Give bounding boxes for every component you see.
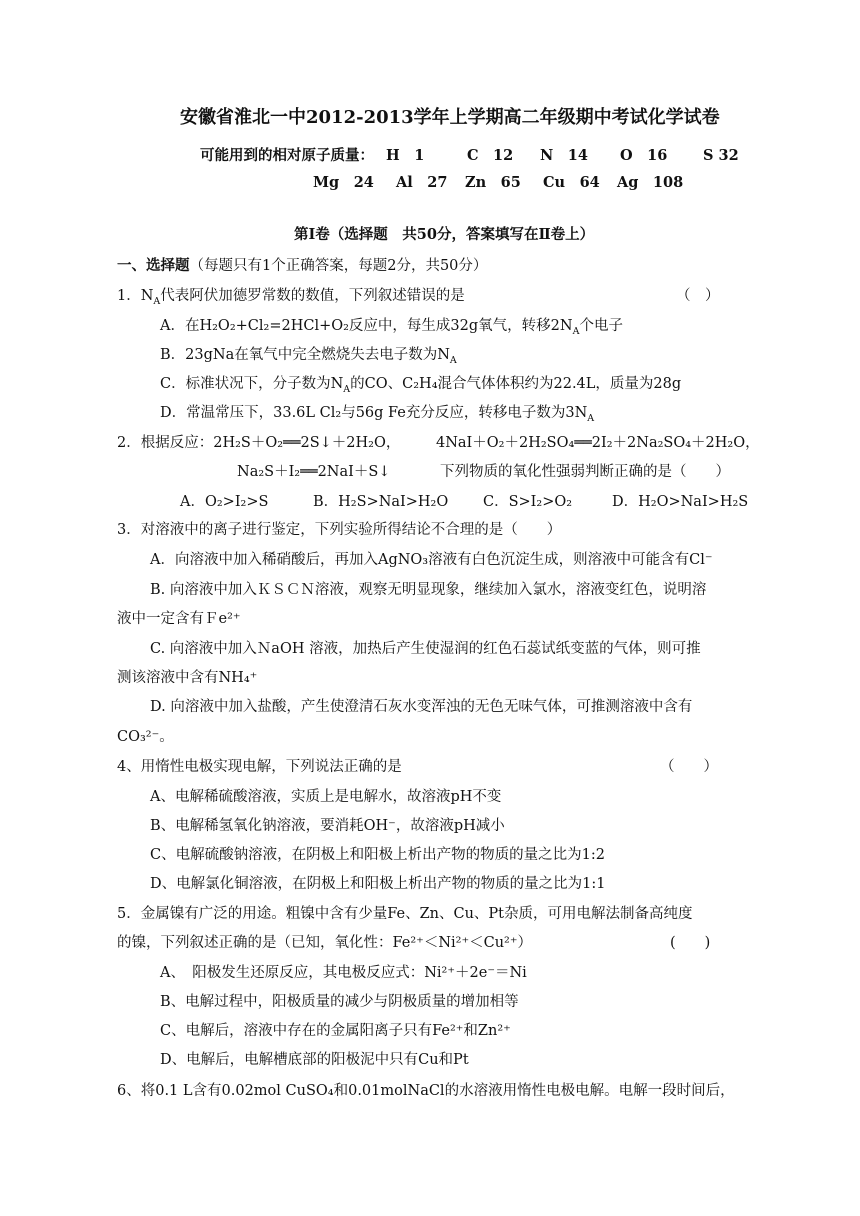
q2-option-a: A．O₂>I₂>S <box>180 494 269 510</box>
q1-stem-post: 代表阿伏加德罗常数的数值，下列叙述错误的是 <box>160 288 465 304</box>
section-heading <box>117 256 487 276</box>
q6-stem: 6、将0.1 L含有0.02mol CuSO₄和0.01molNaCl的水溶液用惰性电极电解。电解一段时间后， <box>117 1083 735 1099</box>
atomic-mass-c: C 12 <box>467 147 514 164</box>
q1-option-b: B．23gNa在氧气中完全燃烧失去电子数为$N_A$ <box>160 347 457 366</box>
q4-option-d: D、电解氯化铜溶液，在阴极上和阳极上析出产物的物质的量之比为1:1 <box>150 876 606 892</box>
q4-option-b: B、电解稀氢氧化钠溶液，要消耗OH⁻，故溶液pH减小 <box>150 818 505 834</box>
atomic-mass-s: S 32 <box>703 147 739 164</box>
q1-answer-paren: （ ） <box>676 288 720 304</box>
q1-option-d: D．常温常压下，33.6L Cl₂与56g Fe充分反应，转移电子数为$3N_A$ <box>160 405 595 424</box>
page-title: 安徽省淮北一中2012-2013学年上学期高二年级期中考试化学试卷 <box>180 107 720 128</box>
q2-option-b: B．H₂S>NaI>H₂O <box>313 494 449 510</box>
q3-option-b-line1: B. 向溶液中加入ＫＳＣＮ溶液，观察无明显现象，继续加入氯水，溶液变红色，说明溶 <box>150 582 707 598</box>
q5-stem-line2: 的镍，下列叙述正确的是（已知，氧化性：Fe²⁺＜Ni²⁺＜Cu²⁺） <box>117 935 533 951</box>
q4-option-a: A、电解稀硫酸溶液，实质上是电解水，故溶液pH不变 <box>150 789 502 805</box>
section-note: （每题只有1个正确答案，每题2分，共50分） <box>189 258 488 274</box>
q3-option-c-line1: C. 向溶液中加入ＮaOH 溶液，加热后产生使湿润的红色石蕊试纸变蓝的气体，则可推 <box>150 641 701 657</box>
q4-stem: 4、用惰性电极实现电解，下列说法正确的是 <box>117 759 402 775</box>
atomic-mass-mg: Mg 24 <box>313 174 374 191</box>
q5-answer-paren: ( ) <box>670 935 711 951</box>
q2-question: 下列物质的氧化性强弱判断正确的是（ ） <box>440 464 730 480</box>
q3-option-d-line1: D. 向溶液中加入盐酸，产生使澄清石灰水变浑浊的无色无味气体，可推测溶液中含有 <box>150 699 693 715</box>
q4-answer-paren: （ ） <box>660 759 718 775</box>
atomic-mass-cu: Cu 64 <box>543 174 600 191</box>
q5-stem-line1: 5．金属镍有广泛的用途。粗镍中含有少量Fe、Zn、Cu、Pt杂质，可用电解法制备高纯度 <box>117 906 693 922</box>
q1-stem-pre: 1．N <box>117 288 154 304</box>
atomic-mass-ag: Ag 108 <box>617 174 684 191</box>
q1-stem-sub: A <box>153 295 161 307</box>
q2-option-c: C．S>I₂>O₂ <box>483 494 573 510</box>
atomic-mass-label: 可能用到的相对原子质量： <box>200 147 374 164</box>
q5-option-c: C、电解后，溶液中存在的金属阳离子只有Fe²⁺和Zn²⁺ <box>160 1023 511 1039</box>
q2-equation-3: Na₂S＋I₂══2NaI＋S↓ <box>237 464 391 480</box>
q3-option-b-line2: 液中一定含有Ｆe²⁺ <box>117 611 241 627</box>
atomic-mass-h: H 1 <box>386 147 425 164</box>
q2-option-d: D．H₂O>NaI>H₂S <box>612 494 749 510</box>
q5-option-d: D、电解后，电解槽底部的阳极泥中只有Cu和Pt <box>160 1052 469 1068</box>
atomic-mass-o: O 16 <box>620 147 668 164</box>
q2-stem: 2．根据反应：2H₂S＋O₂══2S↓＋2H₂O， <box>117 435 401 451</box>
atomic-mass-n: N 14 <box>540 147 588 164</box>
q3-stem: 3．对溶液中的离子进行鉴定，下列实验所得结论不合理的是（ ） <box>117 522 562 538</box>
q3-option-d-line2: CO₃²⁻。 <box>117 729 174 745</box>
q2-equation-2: 4NaI＋O₂＋2H₂SO₄══2I₂＋2Na₂SO₄＋2H₂O， <box>436 435 760 451</box>
q1-option-c: C．标准状况下，分子数为$N_A$的CO、C₂H₄混合气体体积约为22.4L，质量为28g <box>160 376 682 395</box>
q1-stem <box>117 286 465 306</box>
volume-heading: 第Ⅰ卷（选择题 共50分，答案填写在Ⅱ卷上） <box>294 226 595 243</box>
q5-option-b: B、电解过程中，阳极质量的减少与阴极质量的增加相等 <box>160 994 519 1010</box>
atomic-mass-al: Al 27 <box>396 174 448 191</box>
q5-option-a: A、 阳极发生还原反应，其电极反应式：Ni²⁺＋2e⁻＝Ni <box>160 965 527 981</box>
q1-option-a: A．在H₂O₂+Cl₂=2HCl+O₂反应中，每生成32g氧气，转移$2N_A$个电子 <box>160 318 623 337</box>
atomic-mass-zn: Zn 65 <box>465 174 521 191</box>
q3-option-c-line2: 测该溶液中含有NH₄⁺ <box>117 670 258 686</box>
q4-option-c: C、电解硫酸钠溶液，在阴极上和阳极上析出产物的物质的量之比为1:2 <box>150 847 605 863</box>
section-label: 一、选择题 <box>117 257 190 274</box>
q3-option-a: A．向溶液中加入稀硝酸后，再加入AgNO₃溶液有白色沉淀生成，则溶液中可能含有Cl⁻ <box>150 552 713 568</box>
